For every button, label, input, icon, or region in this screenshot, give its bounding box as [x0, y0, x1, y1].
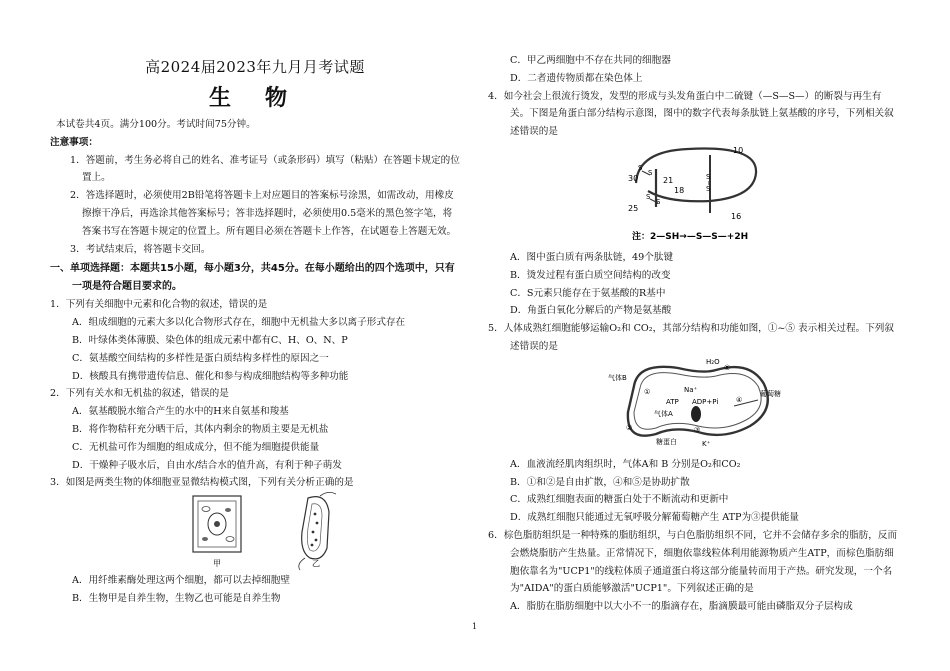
- question-4-option: B．烫发过程有蛋白质空间结构的改变: [510, 269, 671, 281]
- label-atp: ATP: [666, 397, 679, 406]
- label-glycoprotein: 糖蛋白: [656, 437, 677, 446]
- cell-label-yi: 乙: [312, 559, 320, 569]
- label-h2o: H₂O: [706, 357, 720, 366]
- left-column: [50, 0, 460, 608]
- question-3-option: C．甲乙两细胞中不存在共同的细胞器: [510, 55, 671, 66]
- question-5-option: C．成熟红细胞表面的糖蛋白处于不断流动和更新中: [510, 494, 729, 506]
- question-6-stem: 6．棕色脂肪组织是一种特殊的脂肪组织，与白色脂肪组织不同，它并不会储存多余的脂肪，反而会燃烧脂肪产生热量。正常情况下，细胞依靠线粒体利用能源物质产生ATP，而棕色脂肪细胞依靠名为"UCP1"的线粒体质子通道蛋白将这部分能量转而用于产热。研究发现，一个名为"AIDA"的蛋白质能够激活"UCP1"。下列叙述正确的是: [488, 529, 898, 595]
- label-gas-a: 气体A: [654, 409, 673, 418]
- s-atom: S: [646, 192, 651, 201]
- label-adp: ADP+Pi: [692, 397, 719, 406]
- label-process-4: ④: [736, 395, 743, 404]
- residue-number: 30: [628, 173, 639, 183]
- question-2-option: D．干燥种子吸水后，自由水/结合水的值升高，有利于种子萌发: [72, 459, 342, 471]
- s-atom: S: [648, 168, 653, 177]
- exam-info: 本试卷共4页。满分100分。考试时间75分钟。: [56, 119, 256, 130]
- question-2-option: B．将作物秸秆充分晒干后，其体内剩余的物质主要是无机盐: [72, 423, 329, 435]
- label-process-1: ①: [644, 387, 651, 396]
- red-cell-figure: [488, 356, 898, 456]
- question-3-stem: 3．如图是两类生物的体细胞亚显微结构模式图，下列有关分析正确的是: [50, 477, 354, 489]
- cell-figure: [50, 492, 460, 572]
- question-6-option: A．脂肪在脂肪细胞中以大小不一的脂滴存在，脂滴膜最可能由磷脂双分子层构成: [510, 601, 853, 613]
- question-1-option: A．组成细胞的元素大多以化合物形式存在，细胞中无机盐大多以离子形式存在: [72, 317, 406, 329]
- s-atom: S: [638, 163, 643, 172]
- exam-title: 高2024届2023年九月月考试题: [145, 58, 365, 76]
- note-item: 1．答题前，考生务必将自己的姓名、准考证号（或条形码）填写（粘贴）在答题卡规定的位置上。: [70, 154, 460, 184]
- label-k: K⁺: [702, 439, 711, 448]
- question-2-option: A．氨基酸脱水缩合产生的水中的H来自氨基和羧基: [72, 406, 289, 418]
- residue-number: 10: [733, 145, 744, 155]
- cell-label-jia: 甲: [213, 559, 221, 569]
- question-4-option: D．角蛋白氧化分解后的产物是氨基酸: [510, 305, 672, 317]
- note-item: 2．答选择题时，必须使用2B铅笔将答题卡上对应题目的答案标号涂黑，如需改动，用橡皮擦擦干净后，再选涂其他答案标号；答非选择题时，必须使用0.5毫米的黑色签字笔，将答案书写在答题卡规定的位置上。所有题目必须在答题卡上作答，在试题卷上答题无效。: [70, 190, 457, 237]
- keratin-figure: [488, 141, 898, 249]
- residue-number: 16: [731, 211, 742, 221]
- question-5-option: A．血液流经肌肉组织时，气体A和 B 分别是O₂和CO₂: [510, 458, 741, 470]
- question-2-option: C．无机盐可作为细胞的组成成分，但不能为细胞提供能量: [72, 441, 320, 453]
- section-heading: 一、单项选择题：本题共15小题，每小题3分，共45分。在每小题给出的四个选项中，只有一项是符合题目要求的。: [50, 263, 455, 293]
- plant-cell-drawing: [193, 496, 241, 552]
- question-5-stem: 5．人体成熟红细胞能够运输O₂和 CO₂，其部分结构和功能如图，①~⑤ 表示相关过程。下列叙述错误的是: [488, 323, 894, 352]
- question-1-option: D．核酸具有携带遗传信息、催化和参与构成细胞结构等多种功能: [72, 370, 349, 382]
- label-na: Na⁺: [684, 385, 698, 394]
- keratin-diagram: [488, 141, 898, 249]
- subject-title: 生物: [208, 85, 321, 111]
- label-process-3: ③: [694, 425, 701, 434]
- question-1-option: C．氨基酸空间结构的多样性是蛋白质结构多样性的原因之一: [72, 352, 329, 364]
- question-3-option: D．二者遗传物质都在染色体上: [510, 72, 643, 84]
- label-glucose: 葡萄糖: [760, 389, 781, 398]
- question-4-option: C．S元素只能存在于氨基酸的R基中: [510, 287, 666, 299]
- question-4-stem: 4．如今社会上很流行烫发，发型的形成与头发角蛋白中二硫键（—S—S—）的断裂与再生有关。下图是角蛋白部分结构示意图，图中的数字代表每条肽链上氨基酸的序号，下列相关叙述错误的是: [488, 90, 894, 138]
- s-atom: S: [656, 197, 661, 206]
- question-1-option: B．叶绿体类体薄膜、染色体的组成元素中都有C、H、O、N、P: [72, 334, 348, 346]
- residue-number: 21: [663, 175, 674, 185]
- question-2-stem: 2．下列有关水和无机盐的叙述，错误的是: [50, 388, 229, 400]
- question-5-option: B．①和②是自由扩散，④和⑤是协助扩散: [510, 476, 690, 488]
- residue-number: 25: [628, 203, 639, 213]
- s-atom: S: [706, 172, 711, 181]
- right-column: [488, 0, 898, 616]
- label-process-5: ⑤: [724, 363, 731, 372]
- cell-diagram: [50, 492, 460, 572]
- question-3-option: A．用纤维素酶处理这两个细胞，都可以去掉细胞壁: [72, 575, 290, 587]
- keratin-note: 注：2—SH→—S—S—+2H: [632, 231, 749, 242]
- note-item: 3．考试结束后，将答题卡交回。: [70, 243, 211, 255]
- red-cell-diagram: [488, 356, 898, 456]
- residue-number: 18: [674, 185, 685, 195]
- question-1-stem: 1．下列有关细胞中元素和化合物的叙述，错误的是: [50, 299, 268, 311]
- page-number: 1: [472, 622, 478, 631]
- label-gas-b: 气体B: [608, 373, 627, 382]
- s-atom: S: [706, 184, 711, 193]
- label-process-2: ②: [626, 423, 633, 432]
- question-5-option: D．成熟红细胞只能通过无氧呼吸分解葡萄糖产生 ATP为③提供能量: [510, 512, 800, 524]
- question-4-option: A．图中蛋白质有两条肽链，49个肽键: [510, 251, 674, 263]
- question-3-option: B．生物甲是自养生物，生物乙也可能是自养生物: [72, 592, 281, 604]
- notes-heading: 注意事项：: [50, 136, 98, 148]
